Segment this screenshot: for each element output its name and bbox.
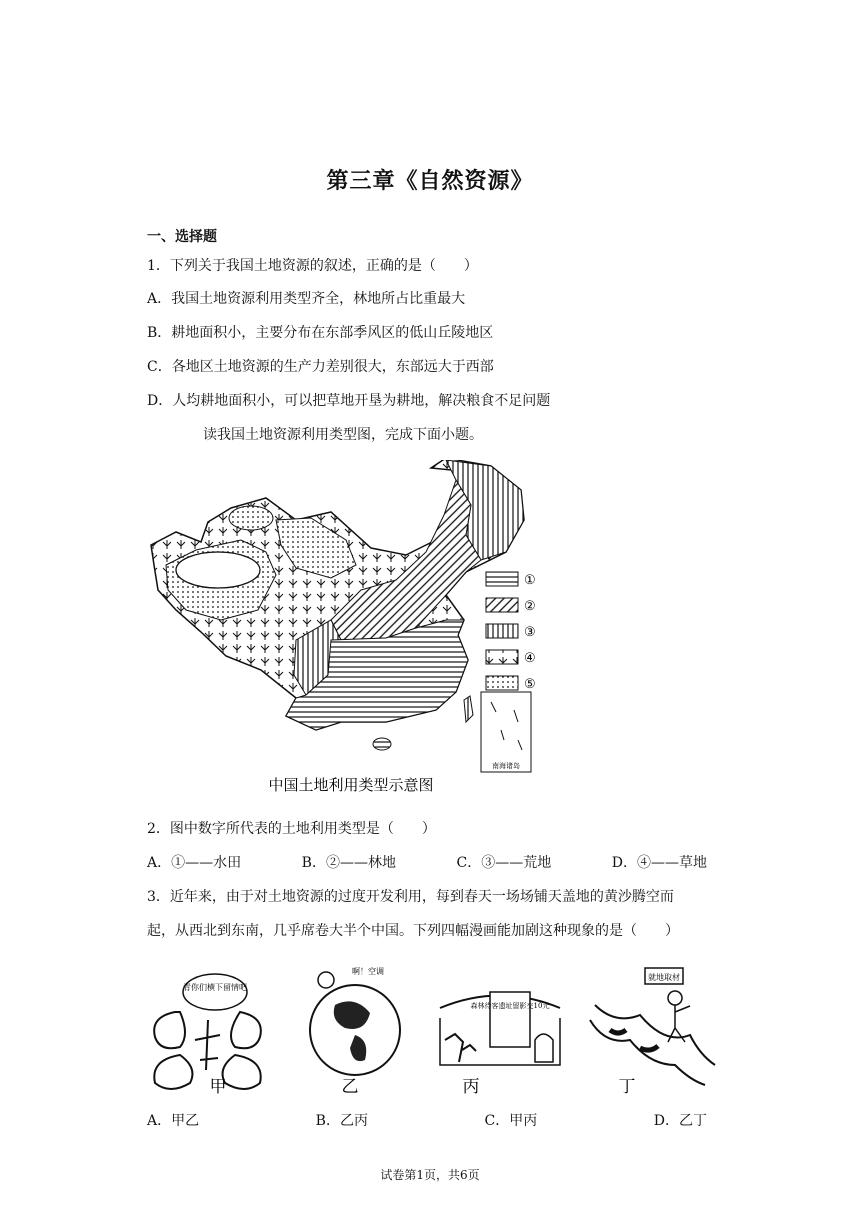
cartoon-ding-label: 丁: [618, 1077, 636, 1097]
land-use-map: [146, 460, 556, 800]
q3-option-c: C．甲丙: [484, 1113, 538, 1129]
cartoons: [140, 960, 720, 1100]
cartoon-jia-label: 甲: [209, 1077, 227, 1097]
q3-stem-line1: 3．近年来，由于对土地资源的过度开发利用，每到春天一场场铺天盖地的黄沙腾空而: [147, 889, 674, 905]
cartoon-yi-text: 啊！空调: [352, 967, 384, 976]
q2-option-d: D．④——草地: [611, 855, 707, 871]
cartoon-yi: [310, 966, 400, 1097]
cartoon-bing-text: 森林待客遗址留影交10元: [470, 1002, 550, 1010]
q3-stem-line2: 起，从西北到东南，几乎席卷大半个中国。下列四幅漫画能加剧这种现象的是（ ）: [147, 923, 679, 939]
cartoon-ding: [590, 968, 715, 1097]
cartoon-bing-label: 丙: [462, 1077, 480, 1097]
legend-3: ③: [524, 625, 536, 640]
q1-option-a: A．我国土地资源利用类型齐全，林地所占比重最大: [147, 291, 466, 307]
cartoon-yi-label: 乙: [341, 1077, 359, 1097]
q1-option-d: D．人均耕地面积小，可以把草地开垦为耕地，解决粮食不足问题: [147, 393, 551, 409]
q1-option-b: B．耕地面积小，主要分布在东部季风区的低山丘陵地区: [147, 325, 494, 341]
cartoon-ding-text: 就地取材: [648, 973, 680, 982]
q1-option-c: C．各地区土地资源的生产力差别很大，东部远大于西部: [147, 359, 494, 375]
q3-option-d: D．乙丁: [653, 1113, 707, 1129]
q3-option-b: B．乙丙: [315, 1113, 368, 1129]
cartoon-jia-text: 青你们横下留情吧: [183, 983, 247, 992]
q2-option-c: C．③——荒地: [456, 855, 552, 871]
inset-label: 南海诸岛: [492, 762, 520, 770]
section-heading: 一、选择题: [147, 229, 217, 245]
legend-5: ⑤: [524, 677, 536, 692]
page-title: 第三章《自然资源》: [326, 168, 534, 194]
south-china-sea-inset: [481, 692, 531, 772]
legend-2: ②: [524, 599, 536, 614]
cartoon-bing: [440, 992, 560, 1097]
q2-stem: 2．图中数字所代表的土地利用类型是（ ）: [147, 821, 436, 837]
cartoon-jia: [154, 974, 261, 1097]
reading-prompt: 读我国土地资源利用类型图，完成下面小题。: [203, 427, 483, 443]
q3-option-a: A．甲乙: [147, 1113, 200, 1129]
map-caption: 中国土地利用类型示意图: [268, 776, 434, 794]
legend-4: ④: [524, 651, 536, 666]
q2-options: [147, 852, 707, 872]
q2-option-a: A．①——水田: [147, 855, 242, 871]
page-footer: 试卷第1页，共6页: [380, 1168, 480, 1182]
legend-1: ①: [524, 573, 536, 588]
q3-options: [147, 1110, 707, 1130]
q2-option-b: B．②——林地: [301, 855, 396, 871]
q1-stem: 1．下列关于我国土地资源的叙述，正确的是（ ）: [147, 258, 478, 274]
map-legend: [486, 572, 536, 692]
